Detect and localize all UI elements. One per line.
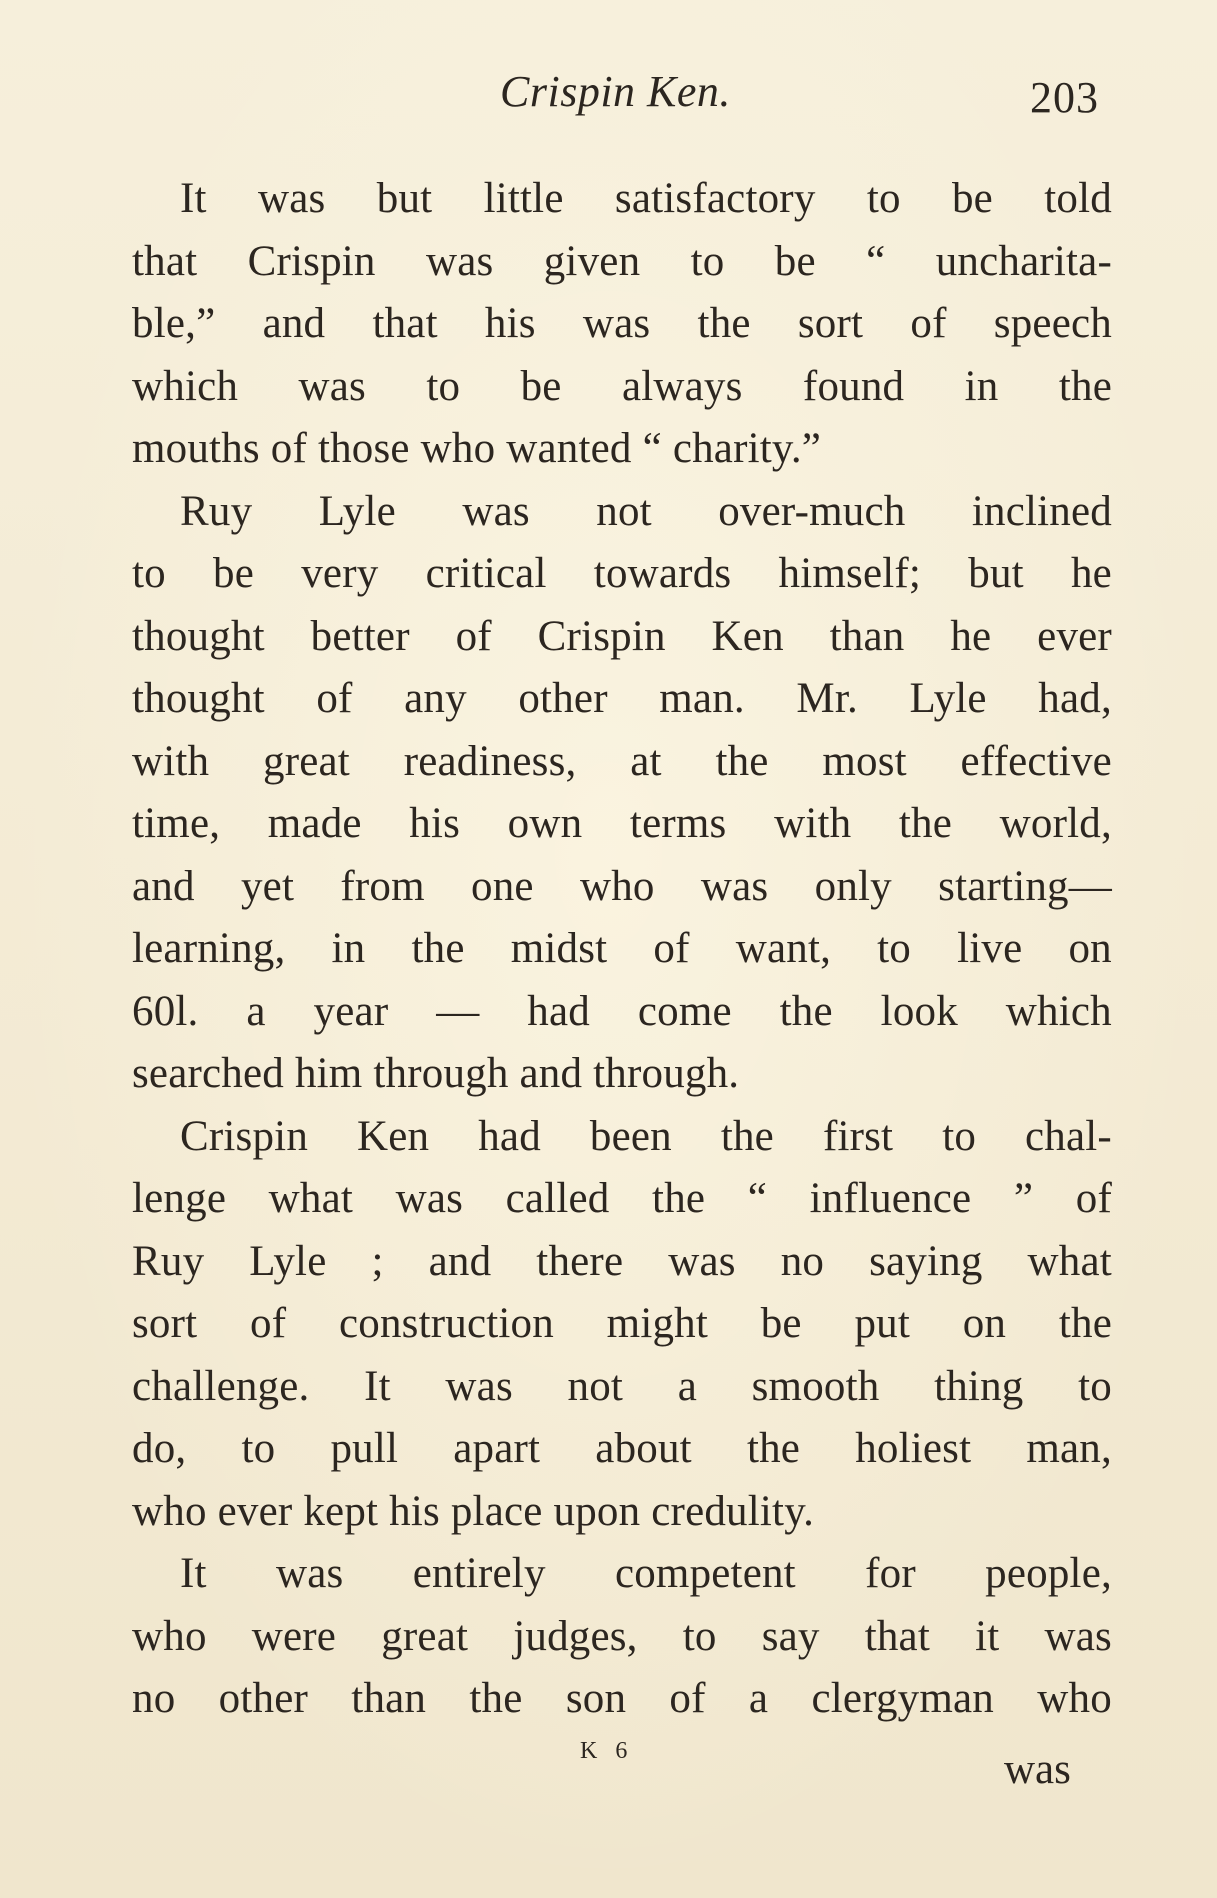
word: that	[132, 237, 198, 285]
word: be	[951, 175, 993, 222]
word: he	[950, 612, 992, 660]
word: no	[132, 1675, 176, 1722]
word: Ruy	[180, 487, 253, 535]
word: in	[964, 362, 999, 410]
word: man.	[659, 675, 745, 722]
word: but	[376, 175, 433, 222]
word: put	[854, 1300, 910, 1347]
word: inclined	[971, 487, 1112, 535]
word: of	[910, 300, 947, 347]
word: the	[898, 800, 953, 847]
word: people,	[985, 1550, 1112, 1597]
word: entirely	[412, 1550, 546, 1597]
text-line-content: who ever kept his place upon credulity.	[132, 1487, 815, 1535]
word: not	[596, 487, 652, 535]
word: to	[942, 1112, 977, 1160]
word: Crispin	[537, 612, 666, 660]
word: given	[543, 237, 641, 285]
word: it	[975, 1612, 1000, 1660]
word: was	[425, 237, 494, 285]
word: was	[700, 862, 769, 910]
word: of	[250, 1300, 287, 1347]
word: year	[313, 987, 389, 1035]
word: with	[132, 737, 210, 785]
word: judges,	[513, 1612, 638, 1660]
word: other	[518, 675, 608, 722]
running-title: Crispin Ken.	[500, 67, 731, 116]
word: about	[595, 1425, 692, 1472]
word: to	[241, 1425, 276, 1472]
word: had	[478, 1112, 541, 1160]
word: over-much	[718, 487, 906, 535]
word: what	[268, 1175, 354, 1222]
word: ble,”	[132, 300, 216, 347]
word: who	[1037, 1675, 1112, 1722]
word: Lyle	[909, 675, 987, 722]
word: a	[246, 987, 266, 1035]
word: world,	[999, 800, 1112, 847]
word: yet	[240, 862, 295, 910]
word: Crispin	[247, 237, 376, 285]
word: be	[774, 237, 816, 285]
word: his	[409, 800, 461, 847]
word: but	[968, 550, 1024, 597]
word: had	[527, 987, 590, 1035]
word: on	[1068, 925, 1112, 972]
word: learning,	[132, 925, 286, 972]
word: smooth	[751, 1362, 880, 1410]
word: himself;	[778, 550, 922, 597]
word: most	[822, 737, 907, 785]
word: Ken	[711, 612, 784, 660]
text-line-content: mouths of those who wanted “ charity.”	[132, 425, 822, 472]
word: was	[462, 487, 530, 535]
word: was	[257, 175, 326, 222]
word: in	[331, 925, 366, 972]
word: look	[880, 987, 958, 1035]
text-line	[132, 1168, 1112, 1231]
word: a	[748, 1675, 769, 1722]
word: to	[877, 925, 912, 972]
word: was	[275, 1550, 344, 1597]
word: Lyle	[249, 1237, 327, 1285]
word: were	[251, 1612, 337, 1660]
word: might	[606, 1300, 709, 1347]
text-line	[132, 1481, 1112, 1544]
word: Crispin	[180, 1112, 309, 1160]
word: thought	[132, 675, 265, 722]
word: of	[669, 1675, 706, 1722]
word: very	[301, 550, 379, 597]
word: to	[866, 175, 901, 222]
word: been	[589, 1112, 672, 1160]
word: critical	[425, 550, 547, 597]
text-line	[132, 356, 1112, 419]
text-line	[132, 793, 1112, 856]
text-line	[132, 606, 1112, 669]
word: say	[761, 1612, 820, 1660]
catchword: was	[1004, 1746, 1071, 1793]
word: “	[866, 237, 886, 285]
word: to	[426, 362, 461, 410]
word: and	[428, 1237, 492, 1285]
word: any	[404, 675, 467, 722]
text-line	[132, 1543, 1112, 1606]
word: what	[1027, 1237, 1112, 1285]
word: than	[829, 612, 905, 660]
word: apart	[453, 1425, 541, 1472]
word: was	[445, 1362, 513, 1410]
word: was	[582, 300, 651, 347]
word: the	[697, 300, 751, 347]
word: and	[132, 862, 195, 910]
word: that	[864, 1612, 930, 1660]
word: which	[1005, 987, 1112, 1035]
word: of	[316, 675, 353, 722]
text-line	[132, 856, 1112, 919]
word: readiness,	[403, 737, 577, 785]
word: Ken	[357, 1112, 430, 1160]
word: own	[507, 800, 583, 847]
page-footer	[0, 1730, 1217, 1800]
word: ever	[1037, 612, 1112, 660]
word: a	[677, 1362, 697, 1410]
text-line	[132, 1606, 1112, 1669]
page-number: 203	[1030, 73, 1099, 122]
word: It	[180, 175, 207, 222]
word: called	[505, 1175, 610, 1222]
text-line	[132, 418, 1112, 481]
word: other	[218, 1675, 309, 1722]
word: no	[780, 1237, 825, 1285]
word: there	[536, 1237, 624, 1285]
word: was	[298, 362, 366, 410]
word: told	[1044, 175, 1112, 222]
text-line	[132, 1293, 1112, 1356]
word: want,	[735, 925, 832, 972]
word: clergyman	[811, 1675, 994, 1722]
word: to	[690, 237, 725, 285]
word: ”	[1013, 1175, 1034, 1222]
word: the	[715, 737, 769, 785]
text-line	[132, 1418, 1112, 1481]
word: his	[484, 300, 536, 347]
word: had,	[1038, 675, 1112, 722]
word: found	[802, 362, 905, 410]
word: which	[132, 362, 239, 410]
word: who	[579, 862, 655, 910]
word: was	[395, 1175, 464, 1222]
text-line	[132, 918, 1112, 981]
word: from	[340, 862, 425, 910]
word: of	[1075, 1175, 1112, 1222]
word: be	[213, 550, 255, 597]
word: thing	[934, 1362, 1024, 1410]
word: always	[621, 362, 743, 410]
text-line	[132, 481, 1112, 544]
word: be	[520, 362, 562, 410]
word: chal-	[1025, 1112, 1112, 1160]
text-line	[132, 231, 1112, 294]
word: better	[310, 612, 410, 660]
word: and	[262, 300, 326, 347]
word: come	[637, 987, 732, 1035]
word: competent	[614, 1550, 796, 1597]
word: ;	[371, 1237, 384, 1285]
word: the	[652, 1175, 706, 1222]
text-line	[132, 1043, 1112, 1106]
word: one	[471, 862, 534, 910]
word: that	[372, 300, 438, 347]
word: Lyle	[318, 487, 396, 535]
word: saying	[869, 1237, 983, 1285]
word: to	[1078, 1362, 1112, 1410]
word: satisfactory	[614, 175, 816, 222]
word: the	[779, 987, 833, 1035]
word: he	[1070, 550, 1112, 597]
word: Mr.	[796, 675, 858, 722]
word: first	[822, 1112, 894, 1160]
word: do,	[132, 1425, 187, 1472]
word: time,	[132, 800, 221, 847]
word: the	[411, 925, 465, 972]
word: the	[1058, 1300, 1112, 1347]
word: be	[760, 1300, 802, 1347]
word: at	[630, 737, 662, 785]
body-text	[132, 168, 1112, 1731]
word: thought	[132, 612, 265, 660]
text-line	[132, 668, 1112, 731]
word: uncharita-	[935, 237, 1112, 285]
word: great	[381, 1612, 469, 1660]
word: for	[865, 1550, 916, 1597]
word: 60l.	[132, 987, 199, 1035]
word: of	[653, 925, 690, 972]
word: midst	[510, 925, 608, 972]
word: sort	[797, 300, 864, 347]
word: holiest	[855, 1425, 972, 1472]
word: effective	[960, 737, 1112, 785]
text-line	[132, 293, 1112, 356]
word: the	[720, 1112, 774, 1160]
word: speech	[993, 300, 1112, 347]
word: great	[263, 737, 350, 785]
word: towards	[593, 550, 732, 597]
word: man,	[1026, 1425, 1112, 1472]
word: live	[957, 925, 1023, 972]
word: starting—	[938, 862, 1112, 910]
word: challenge.	[132, 1362, 310, 1410]
text-line	[132, 543, 1112, 606]
word: the	[746, 1425, 801, 1472]
word: to	[682, 1612, 717, 1660]
word: Ruy	[132, 1237, 205, 1285]
word: lenge	[132, 1175, 227, 1222]
word: to	[132, 550, 166, 597]
text-line	[132, 1106, 1112, 1169]
word: who	[132, 1612, 207, 1660]
word: terms	[629, 800, 727, 847]
word: was	[668, 1237, 736, 1285]
word: on	[962, 1300, 1007, 1347]
text-line	[132, 1356, 1112, 1419]
word: It	[364, 1362, 391, 1410]
word: was	[1044, 1612, 1112, 1660]
word: of	[455, 612, 492, 660]
word: construction	[338, 1300, 554, 1347]
text-line	[132, 168, 1112, 231]
word: the	[1058, 362, 1112, 410]
word: made	[267, 800, 362, 847]
text-line-content: searched him through and through.	[132, 1050, 740, 1097]
word: than	[351, 1675, 427, 1722]
word: only	[814, 862, 892, 910]
word: with	[774, 800, 852, 847]
text-line	[132, 731, 1112, 794]
word: the	[469, 1675, 523, 1722]
word: son	[565, 1675, 627, 1722]
word: —	[436, 987, 480, 1035]
word: sort	[132, 1300, 198, 1347]
word: little	[483, 175, 564, 222]
word: pull	[330, 1425, 399, 1472]
signature-mark: K 6	[580, 1738, 634, 1764]
text-line	[132, 1231, 1112, 1294]
word: not	[567, 1362, 624, 1410]
text-line	[132, 1668, 1112, 1731]
running-head	[0, 62, 1217, 122]
word: It	[180, 1550, 207, 1597]
word: influence	[809, 1175, 972, 1222]
word: “	[747, 1175, 768, 1222]
text-line	[132, 981, 1112, 1044]
